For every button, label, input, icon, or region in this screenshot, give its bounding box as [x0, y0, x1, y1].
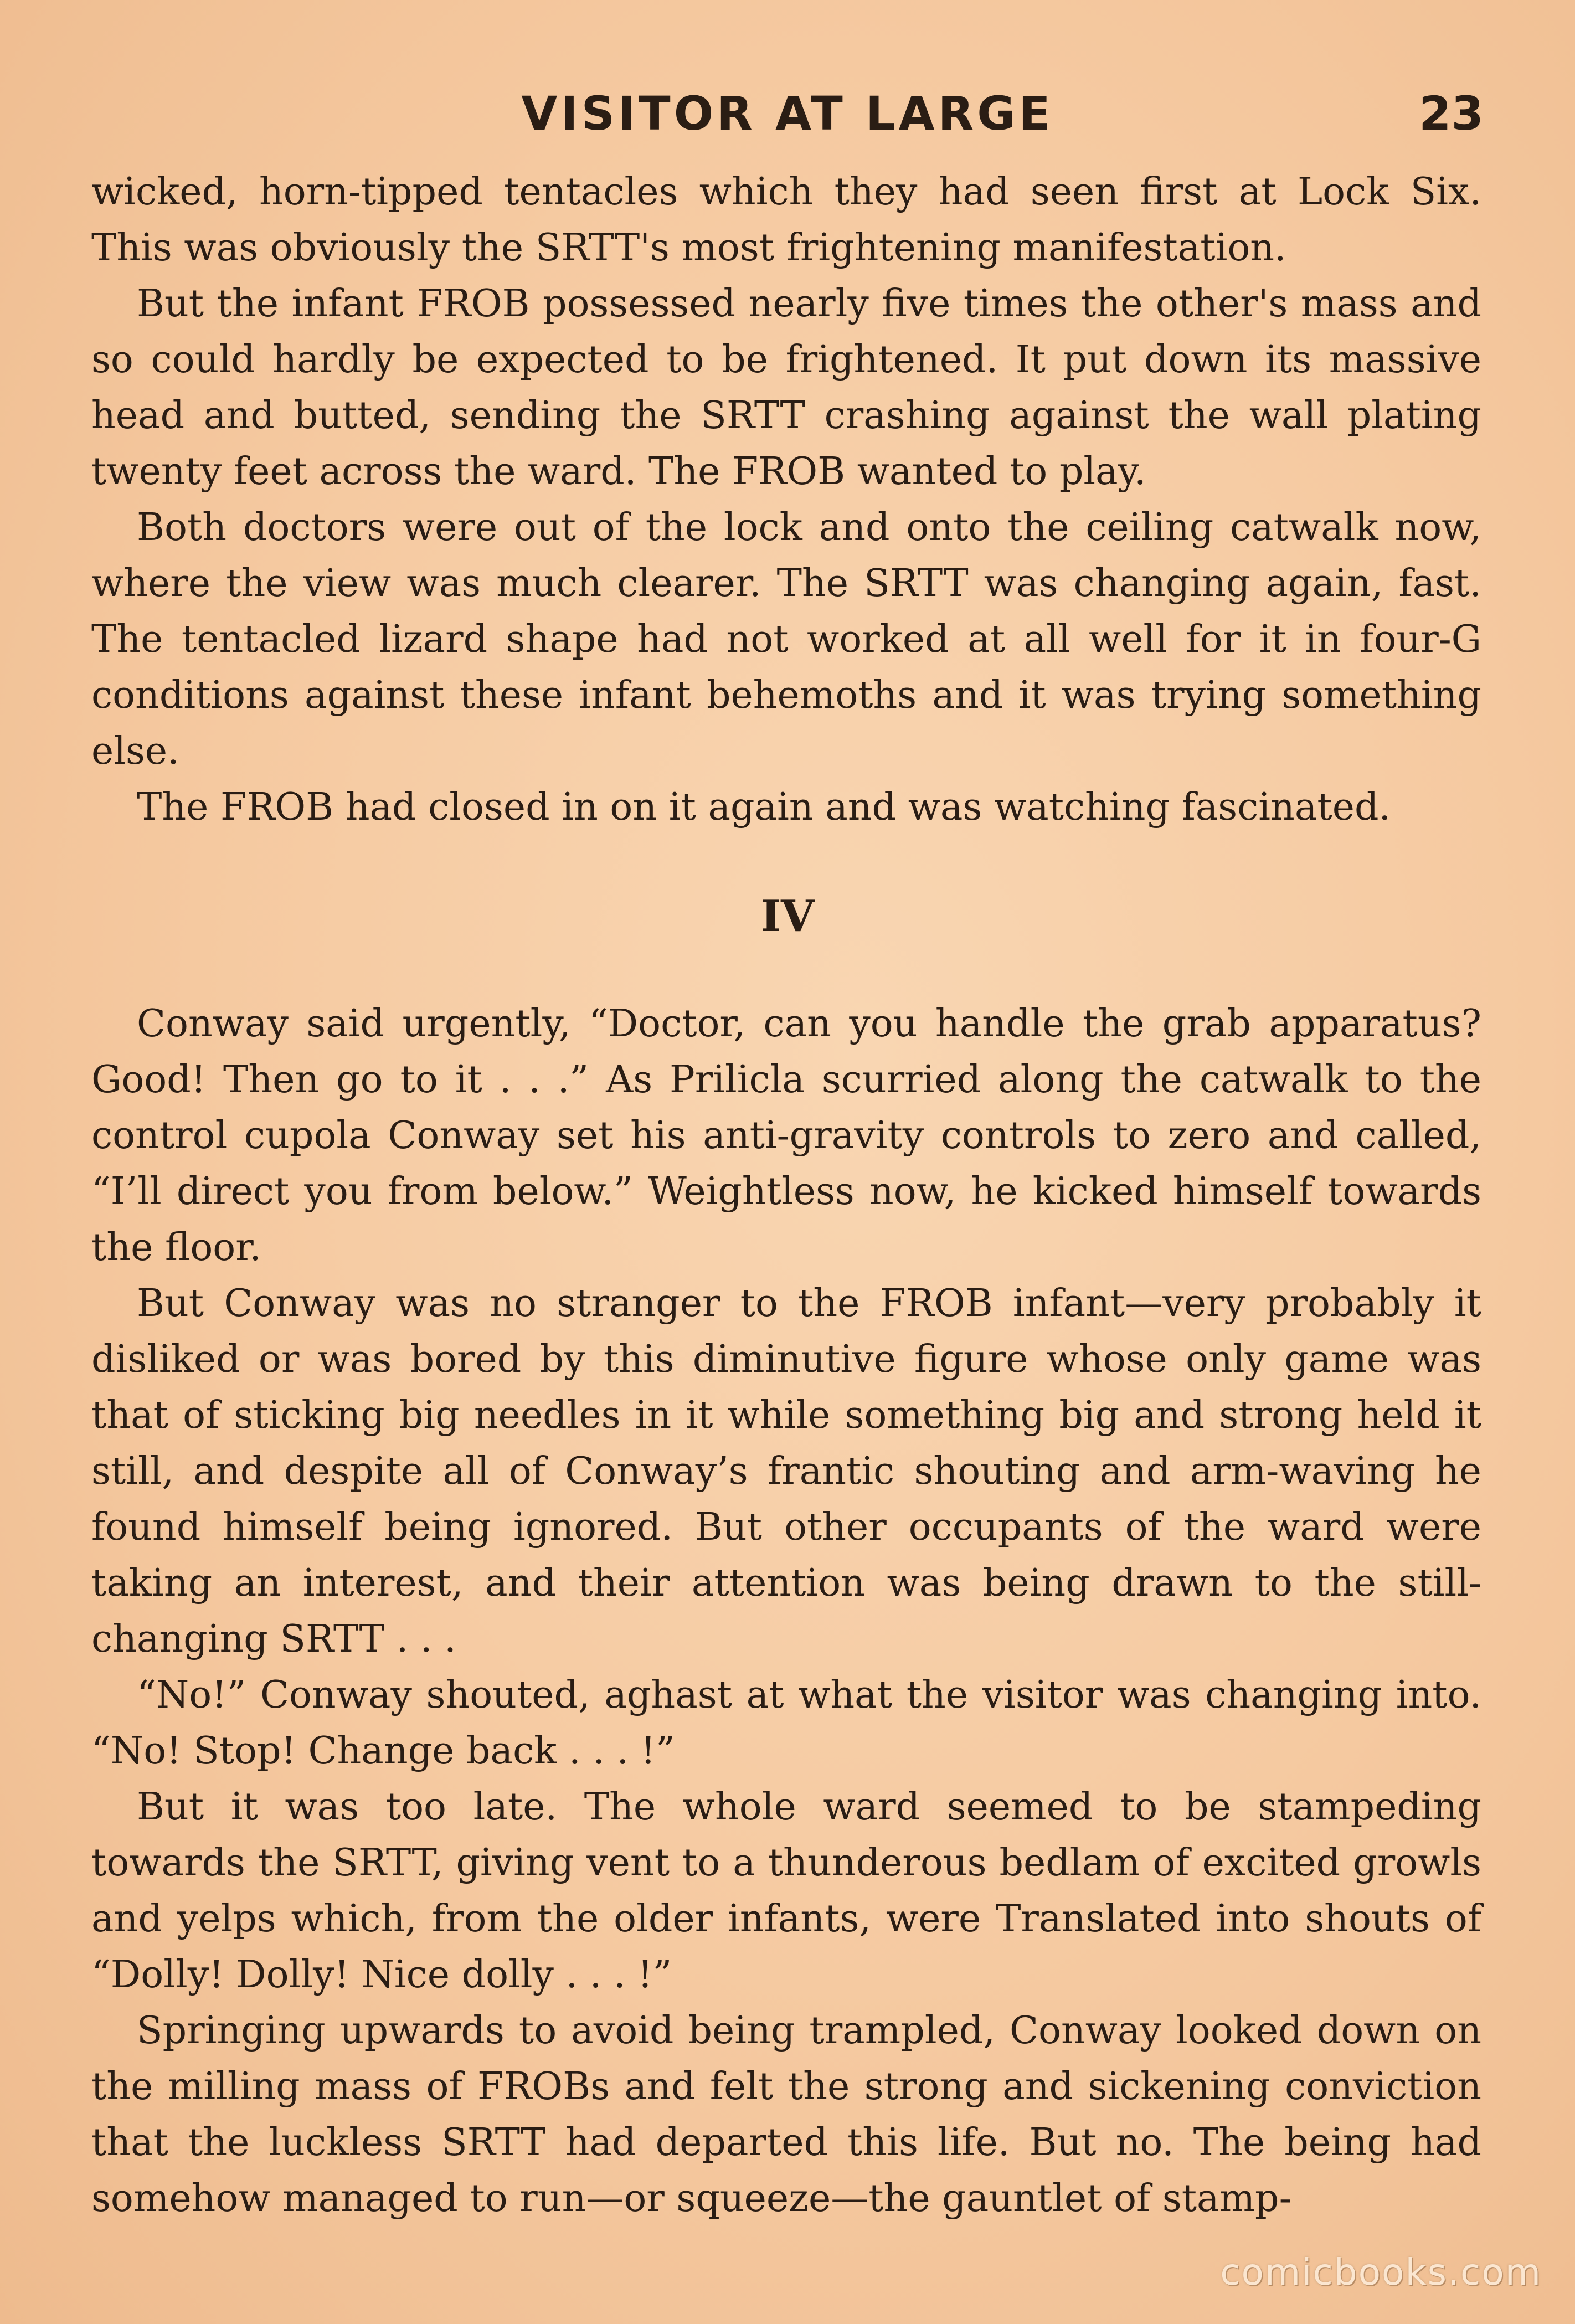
paragraph: But it was too late. The whole ward seemed to be stampeding towards the SRTT, giving vent to a thunderous bedlam of excited growls and yelps which, from the older infants, were Translated into shouts of “Dolly! Dolly! Nice dolly . . . !” [91, 1785, 1481, 1997]
paragraph: wicked, horn-tipped tentacles which they had seen first at Lock Six. This was obviously the SRTT's most frightening manifestation. [91, 170, 1481, 270]
page-header [91, 83, 1484, 144]
page-number: 23 [1419, 86, 1484, 141]
section-heading: IV [760, 891, 815, 942]
site-watermark: comicbooks.com [1220, 2251, 1542, 2294]
running-title: VISITOR AT LARGE [521, 86, 1054, 141]
paragraph: The FROB had closed in on it again and was watching fascinated. [137, 785, 1391, 829]
paragraph: Both doctors were out of the lock and onto the ceiling catwalk now, where the view was much clearer. The SRTT was changing again, fast. The tentacled lizard shape had not worked at all well for it in four-G conditions against these infant behemoths and it was trying something else. [91, 506, 1481, 773]
text-block-before-section [91, 164, 1481, 835]
paragraph: Conway said urgently, “Doctor, can you handle the grab apparatus? Good! Then go to it . . .” As Prilicla scurried along the catwalk to the control cupola Conway set his anti-gravity controls to zero and called, “I’ll direct you from below.” Weightless now, he kicked himself towards the floor. [91, 1002, 1481, 1269]
paragraph: “No!” Conway shouted, aghast at what the visitor was changing into. “No! Stop! Change back . . . !” [91, 1673, 1481, 1773]
paragraph: But Conway was no stranger to the FROB infant—very probably it disliked or was bored by this diminutive figure whose only game was that of sticking big needles in it while something big and strong held it still, and despite all of Conway’s frantic shouting and arm-waving he found himself being ignored. But other occupants of the ward were taking an interest, and their attention was being drawn to the still-changing SRTT . . . [91, 1282, 1481, 1661]
paragraph: Springing upwards to avoid being trampled, Conway looked down on the milling mass of FROBs and felt the strong and sickening conviction that the luckless SRTT had departed this life. But no. The being had somehow managed to run—or squeeze—the gauntlet of stamp- [91, 2009, 1481, 2220]
paragraph: But the infant FROB possessed nearly five times the other's mass and so could hardly be expected to be frightened. It put down its massive head and butted, sending the SRTT crashing against the wall plating twenty feet across the ward. The FROB wanted to play. [91, 282, 1481, 493]
text-block-after-section [91, 996, 1481, 2227]
